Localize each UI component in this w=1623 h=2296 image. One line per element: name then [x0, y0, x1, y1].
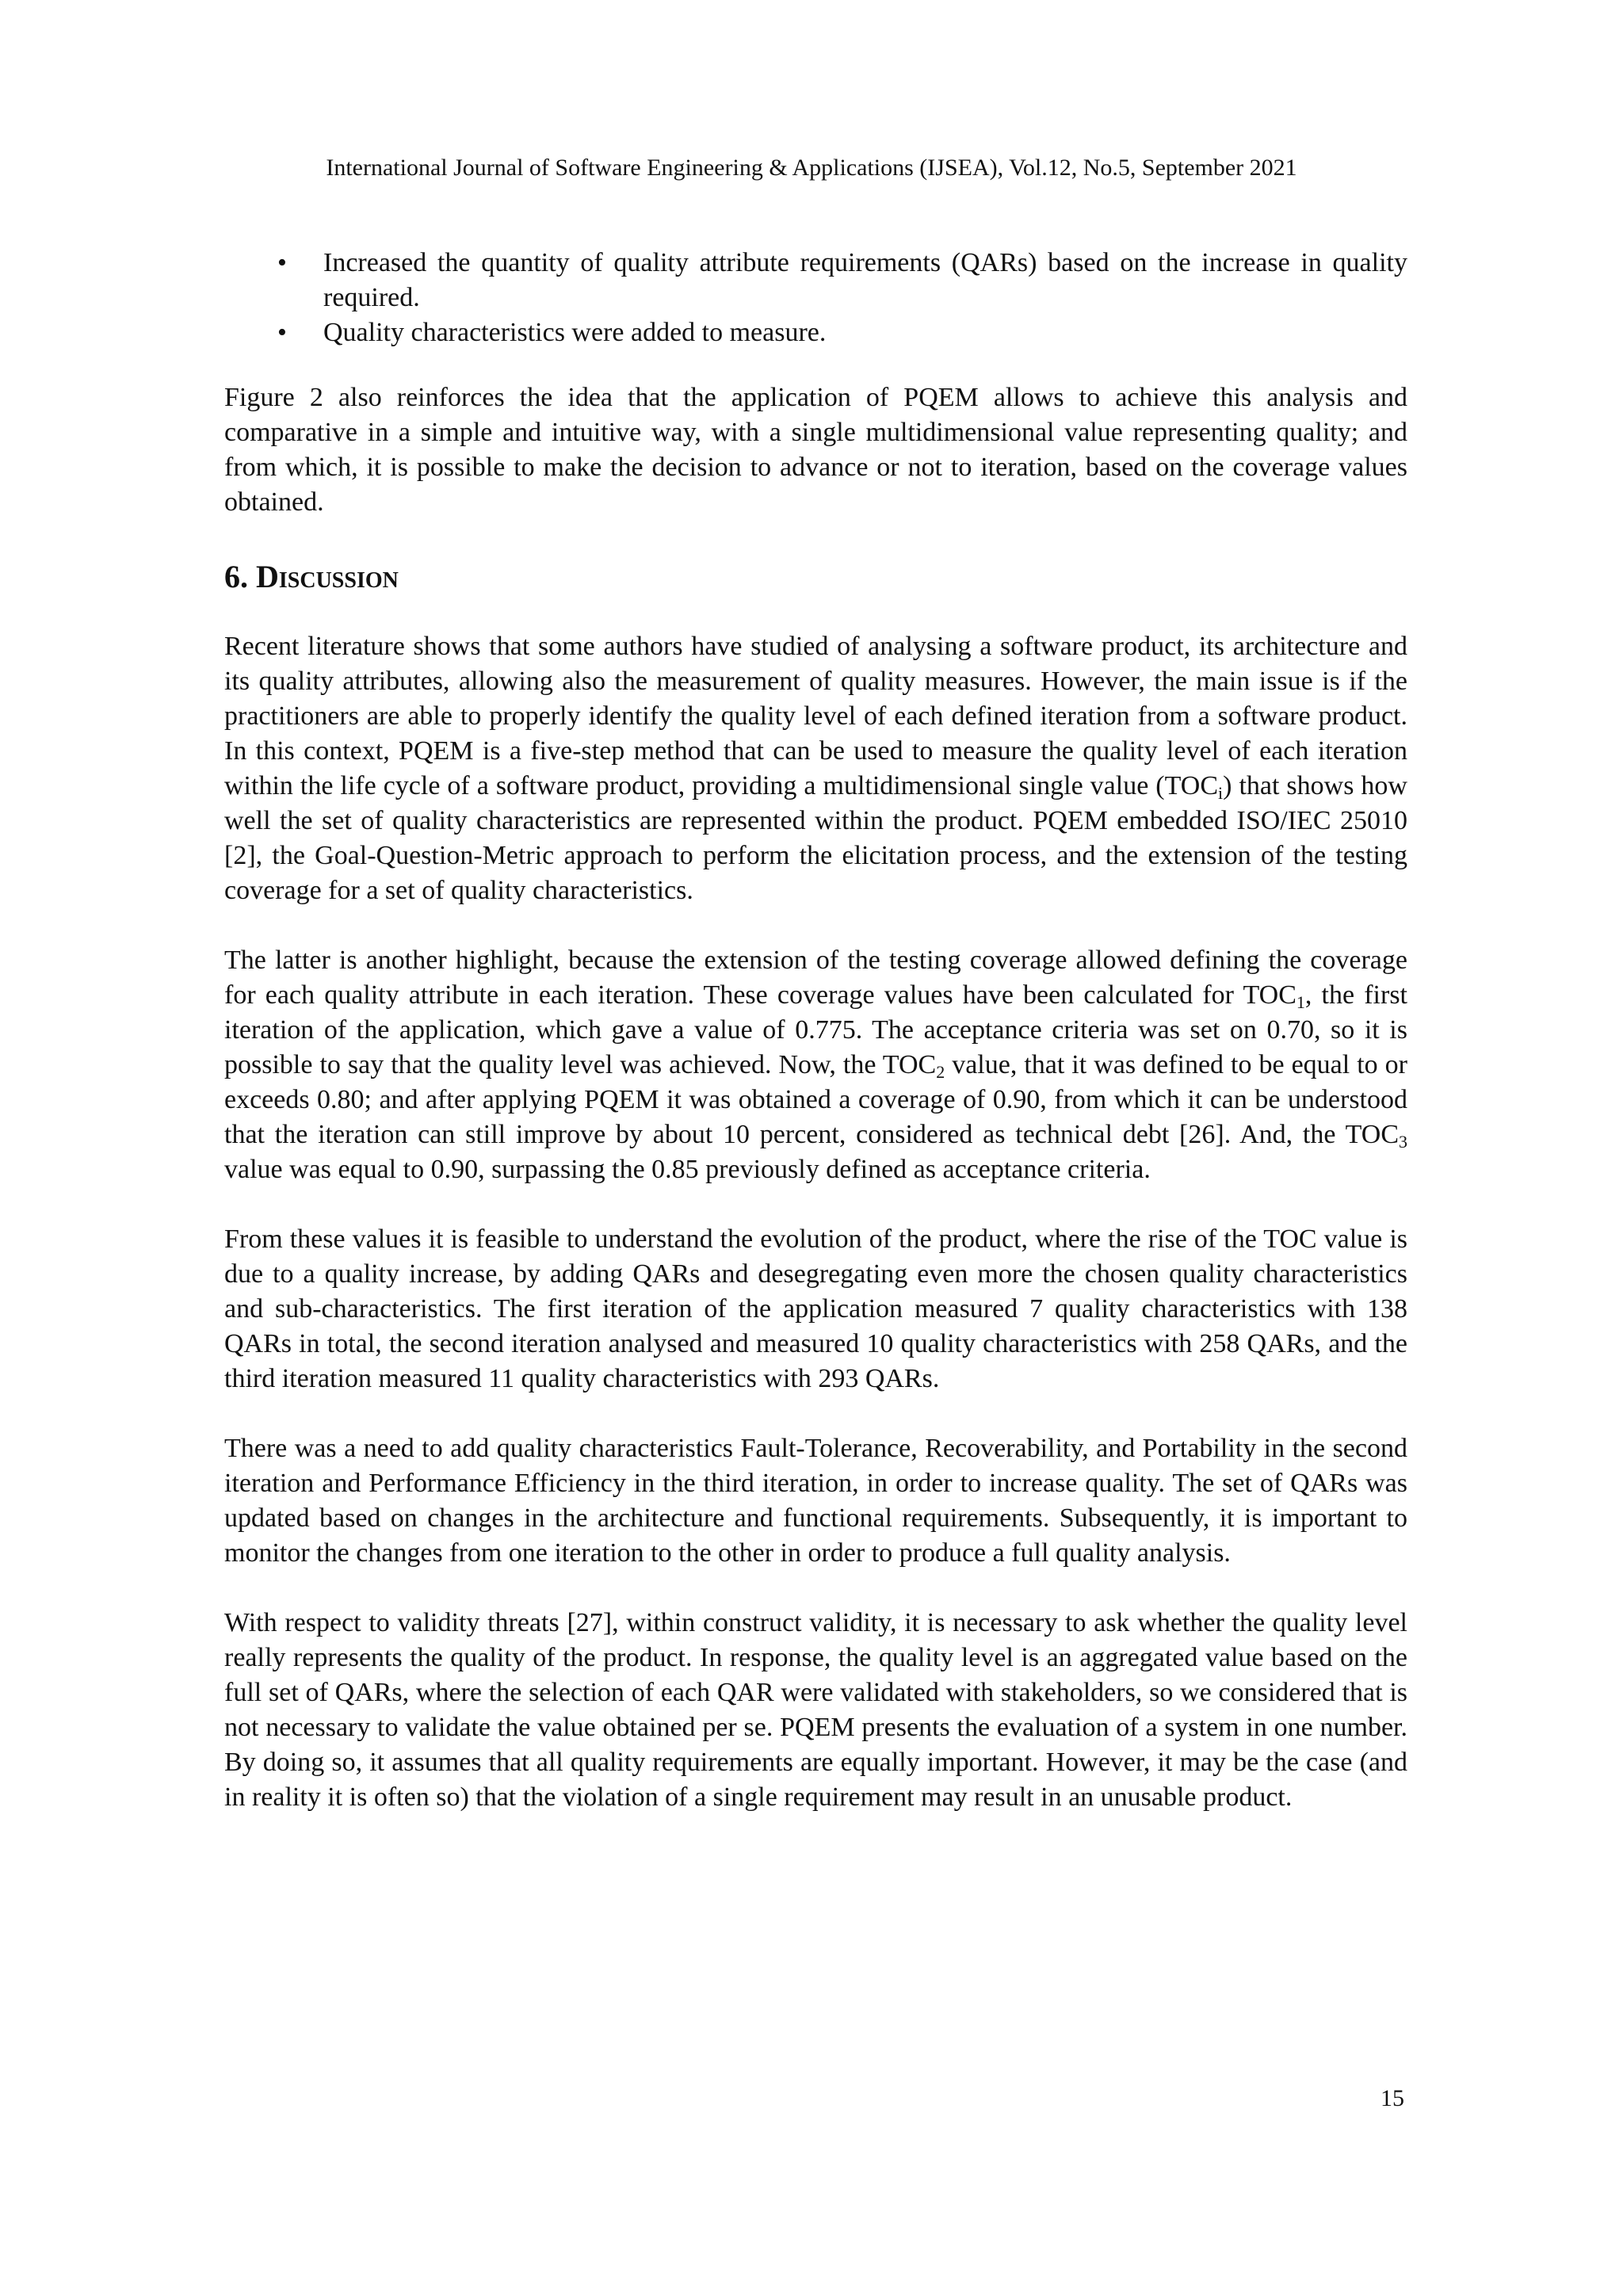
text-run: value was equal to 0.90, surpassing the 0.85 previously defined as acceptance criteria. — [224, 1155, 1151, 1184]
section-title: Discussion — [256, 559, 399, 594]
text-run: The latter is another highlight, because the extension of the testing coverage allowed defining the coverage for each quality attribute in each iteration. These coverage values have been calculated for TOC — [224, 946, 1407, 1010]
bullet-text: Increased the quantity of quality attribute requirements (QARs) based on the increase in quality required. — [323, 248, 1407, 312]
subscript: 2 — [936, 1062, 945, 1082]
list-item — [224, 315, 1407, 350]
discussion-paragraph-4: There was a need to add quality characteristics Fault-Tolerance, Recoverability, and Portability in the second iteration and Performance Efficiency in the third iteration, in order to increase quality. The set of QARs was updated based on changes in the architecture and functional requirements. Subsequently, it is important to monitor the changes from one iteration to the other in order to produce a full quality analysis. — [224, 1434, 1407, 1568]
intro-paragraph: Figure 2 also reinforces the idea that the application of PQEM allows to achieve this analysis and comparative in a simple and intuitive way, with a single multidimensional value representing quality; and from which, it is possible to make the decision to advance or not to iteration, based on the coverage values obtained. — [224, 383, 1407, 517]
text-run: Recent literature shows that some authors have studied of analysing a software product, its architecture and its quality attributes, allowing also the measurement of quality measures. However, the main issue is if the practitioners are able to properly identify the quality level of each defined iteration from a software product. In this context, PQEM is a five-step method that can be used to measure the quality level of each iteration within the life cycle of a software product, providing a multidimensional single value (TOC — [224, 632, 1407, 800]
bullet-list — [224, 246, 1407, 350]
bullet-text: Quality characteristics were added to measure. — [323, 318, 827, 347]
list-item — [224, 246, 1407, 315]
discussion-paragraph-1 — [224, 629, 1407, 908]
bullet-icon: • — [277, 318, 287, 347]
text-run: value, that it was defined to be equal to or exceeds 0.80; and after applying PQEM it was obtained a coverage of 0.90, from which it can be understood that the iteration can still improve by about 10 percent, considered as technical debt [26]. And, the TOC — [224, 1050, 1407, 1149]
discussion-paragraph-2 — [224, 943, 1407, 1187]
text-run: , the first iteration of the application, which gave a value of 0.775. The acceptance criteria was set on 0.70, so it is possible to say that the quality level was achieved. Now, the TOC — [224, 980, 1408, 1079]
subscript: 1 — [1296, 992, 1305, 1012]
discussion-paragraph-5: With respect to validity threats [27], within construct validity, it is necessary to ask whether the quality level really represents the quality of the product. In response, the quality level is an aggregated value based on the full set of QARs, where the selection of each QAR were validated with stakeholders, so we considered that is not necessary to validate the value obtained per se. PQEM presents the evaluation of a system in one number. By doing so, it assumes that all quality requirements are equally important. However, it may be the case (and in reality it is often so) that the violation of a single requirement may result in an unusable product. — [224, 1608, 1407, 1812]
section-heading — [224, 555, 1407, 599]
bullet-icon: • — [277, 248, 287, 277]
subscript: i — [1218, 783, 1224, 803]
subscript: 3 — [1399, 1132, 1407, 1152]
discussion-paragraph-3: From these values it is feasible to understand the evolution of the product, where the rise of the TOC value is due to a quality increase, by adding QARs and desegregating even more the chosen quality characteristics and sub-characteristics. The first iteration of the application measured 7 quality characteristics with 138 QARs in total, the second iteration analysed and measured 10 quality characteristics with 258 QARs, and the third iteration measured 11 quality characteristics with 293 QARs. — [224, 1224, 1407, 1393]
section-number: 6. — [224, 559, 248, 594]
page-number: 15 — [1381, 2085, 1404, 2111]
page-body — [224, 246, 1407, 1815]
text-run: ) that shows how well the set of quality characteristics are represented within the product. PQEM embedded ISO/IEC 25010 [2], the Goal-Question-Metric approach to perform the elicitation process, and the extension of the testing coverage for a set of quality characteristics. — [224, 771, 1407, 905]
running-header: International Journal of Software Engineering & Applications (IJSEA), Vol.12, No.5, September 2021 — [326, 155, 1297, 181]
